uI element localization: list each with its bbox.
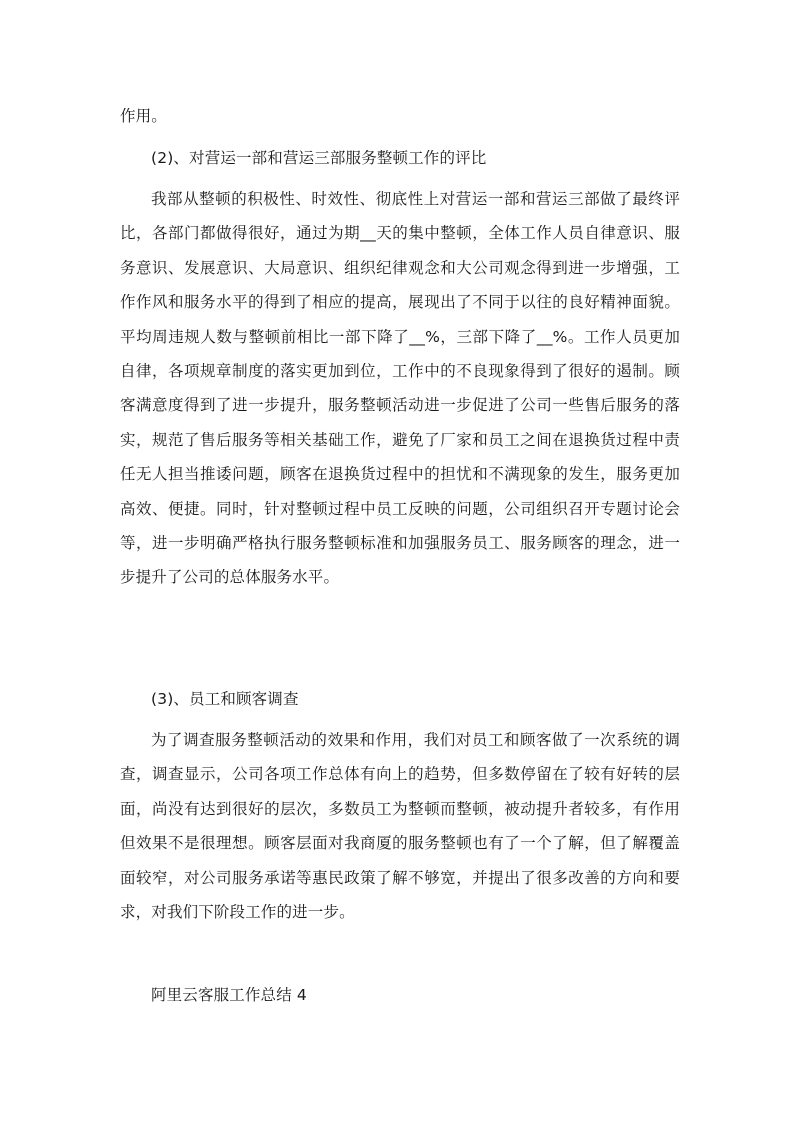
section-title: 阿里云客服工作总结 4 xyxy=(151,986,307,1004)
paragraph-2: 我部从整顿的积极性、时效性、彻底性上对营运一部和营运三部做了最终评比，各部门都做得很好，通过为期__天的集中整顿，全体工作人员自律意识、服务意识、发展意识、大局意识、组织纪律观念和大公司观念得到进一步增强，工作作风和服务水平的得到了相应的提高，展现出了不同于以往的良好精神面貌。平均周违规人数与整顿前相比一部下降了__%，三部下降了__%。工作人员更加自律，各项规章制度的落实更加到位，工作中的不良现象得到了很好的遏制。顾客满意度得到了进一步提升，服务整顿活动进一步促进了公司一些售后服务的落实，规范了售后服务等相关基础工作，避免了厂家和员工之间在退换货过程中责任无人担当推诿问题，顾客在退换货过程中的担忧和不满现象的发生，服务更加高效、便捷。同时，针对整顿过程中员工反映的问题，公司组织召开专题讨论会等，进一步明确严格执行服务整顿标准和加强服务员工、服务顾客的理念，进一步提升了公司的总体服务水平。 xyxy=(120,190,680,587)
paragraph-3: 为了调查服务整顿活动的效果和作用，我们对员工和顾客做了一次系统的调查，调查显示，公司各项工作总体有向上的趋势，但多数停留在了较有好转的层面，尚没有达到很好的层次，多数员工为整顿而整顿，被动提升者较多，有作用但效果不是很理想。顾客层面对我商厦的服务整顿也有了一个了解，但了解覆盖面较窄，对公司服务承诺等惠民政策了解不够宽，并提出了很多改善的方向和要求，对我们下阶段工作的进一步。 xyxy=(120,731,680,922)
heading-3: (3)、员工和顾客调查 xyxy=(151,690,299,708)
continued-paragraph: 作用。 xyxy=(120,107,167,125)
heading-2: (2)、对营运一部和营运三部服务整顿工作的评比 xyxy=(151,149,487,167)
